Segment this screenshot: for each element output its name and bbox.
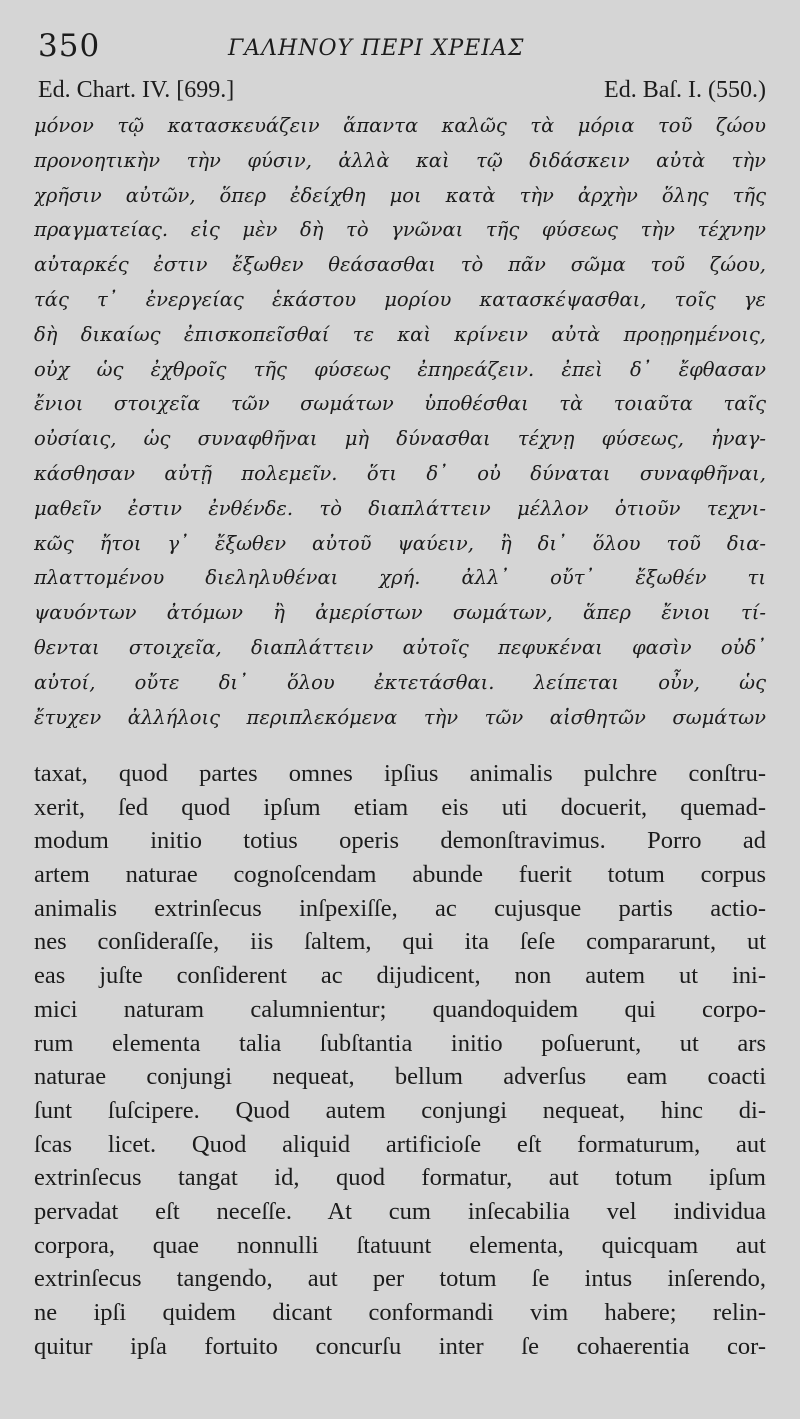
greek-line: κῶς ἤτοι γ᾽ ἔξωθεν αὐτοῦ ψαύειν, ἢ δι᾽ ὅλου τοῦ δια- [34, 531, 766, 555]
greek-line: χρῆσιν αὐτῶν, ὅπερ ἐδείχθη μοι κατὰ τὴν ἀρχὴν ὅλης τῆς [34, 183, 766, 207]
edition-references [38, 77, 766, 109]
greek-text-block [34, 109, 766, 735]
greek-line: προνοητικὴν τὴν φύσιν, ἀλλὰ καὶ τῷ διδάσκειν αὐτὰ τὴν [34, 148, 766, 172]
greek-line: κάσθησαν αὐτῇ πολεμεῖν. ὅτι δ᾽ οὐ δύναται συναφθῆναι, [34, 461, 766, 485]
greek-line: μαθεῖν ἐστιν ἐνθένδε. τὸ διαπλάττειν μέλλον ὁτιοῦν τεχνι- [34, 496, 766, 520]
latin-line: ne ipſi quidem dicant conformandi vim habere; relin- [34, 1299, 766, 1326]
greek-line: πλαττομένου διεληλυθέναι χρή. ἀλλ᾽ οὔτ᾽ ἔξωθέν τι [34, 566, 766, 590]
page-header [38, 28, 768, 68]
latin-line: eas juſte conſiderent ac dijudicent, non autem ut ini- [34, 962, 766, 990]
latin-line: modum initio totius operis demonſtravimus. Porro ad [34, 827, 766, 855]
latin-line: corpora, quae nonnulli ſtatuunt elementa, quicquam aut [34, 1231, 766, 1259]
latin-line: nes conſideraſſe, iis ſaltem, qui ita ſeſe compararunt, ut [34, 928, 766, 956]
greek-line: πραγματείας. εἰς μὲν δὴ τὸ γνῶναι τῆς φύσεως τὴν τέχνην [34, 218, 766, 242]
greek-line: αὐταρκές ἐστιν ἔξωθεν θεάσασθαι τὸ πᾶν σῶμα τοῦ ζώου, [34, 253, 766, 277]
greek-line: ἔτυχεν ἀλλήλοις περιπλεκόμενα τὴν τῶν αἰσθητῶν σωμάτων [34, 705, 766, 729]
latin-line: extrinſecus tangat id, quod formatur, aut totum ipſum [34, 1164, 766, 1192]
running-title: ΓΑΛΗΝΟΥ ΠΕΡΙ ΧΡΕΙΑΣ [228, 36, 525, 61]
latin-line: naturae conjungi nequeat, bellum adverſus eam coacti [34, 1063, 766, 1091]
latin-line: artem naturae cognoſcendam abunde fuerit totum corpus [34, 861, 766, 889]
greek-line: δὴ δικαίως ἐπισκοπεῖσθαί τε καὶ κρίνειν αὐτὰ προῃρημένοις, [34, 322, 766, 346]
greek-line: θενται στοιχεῖα, διαπλάττειν αὐτοῖς πεφυκέναι φασὶν οὐδ᾽ [34, 635, 766, 659]
latin-line: ſunt ſuſcipere. Quod autem conjungi nequeat, hinc di- [34, 1096, 766, 1124]
latin-text-block [34, 757, 766, 1363]
latin-line: mici naturam calumnientur; quandoquidem qui corpo- [34, 995, 766, 1023]
latin-line: ſcas licet. Quod aliquid artificioſe eſt formaturum, aut [34, 1130, 766, 1158]
edition-reference-basel: Ed. Baſ. I. (550.) [604, 77, 766, 103]
greek-line: οὐσίαις, ὡς συναφθῆναι μὴ δύνασθαι τέχνῃ φύσεως, ἠναγ- [34, 427, 766, 451]
greek-line: ψαυόντων ἀτόμων ἢ ἀμερίστων σωμάτων, ἅπερ ἔνιοι τί- [34, 601, 766, 625]
page-number: 350 [38, 28, 101, 64]
latin-line: xerit, ſed quod ipſum etiam eis uti docuerit, quemad- [34, 793, 766, 821]
latin-line: extrinſecus tangendo, aut per totum ſe intus inſerendo, [34, 1265, 766, 1293]
latin-line: taxat, quod partes omnes ipſius animalis pulchre conſtru- [34, 760, 766, 787]
greek-line: μόνον τῷ κατασκευάζειν ἅπαντα καλῶς τὰ μόρια τοῦ ζώου [34, 114, 766, 137]
latin-line: animalis extrinſecus inſpexiſſe, ac cujusque partis actio- [34, 894, 766, 922]
latin-line: pervadat eſt neceſſe. At cum inſecabilia vel individua [34, 1197, 766, 1225]
latin-line: rum elementa talia ſubſtantia initio poſuerunt, ut ars [34, 1029, 766, 1057]
edition-reference-chartier: Ed. Chart. IV. [699.] [38, 77, 235, 103]
greek-line: ἔνιοι στοιχεῖα τῶν σωμάτων ὑποθέσθαι τὰ τοιαῦτα ταῖς [34, 392, 766, 416]
greek-line: τάς τ᾽ ἐνεργείας ἑκάστου μορίου κατασκέψασθαι, τοῖς γε [34, 287, 766, 311]
greek-line: οὐχ ὡς ἐχθροῖς τῆς φύσεως ἐπηρεάζειν. ἐπεὶ δ᾽ ἔφθασαν [34, 357, 766, 381]
greek-line: αὐτοί, οὔτε δι᾽ ὅλου ἐκτετάσθαι. λείπεται οὖν, ὡς [34, 670, 766, 694]
latin-line: quitur ipſa fortuito concurſu inter ſe cohaerentia cor- [34, 1332, 766, 1360]
